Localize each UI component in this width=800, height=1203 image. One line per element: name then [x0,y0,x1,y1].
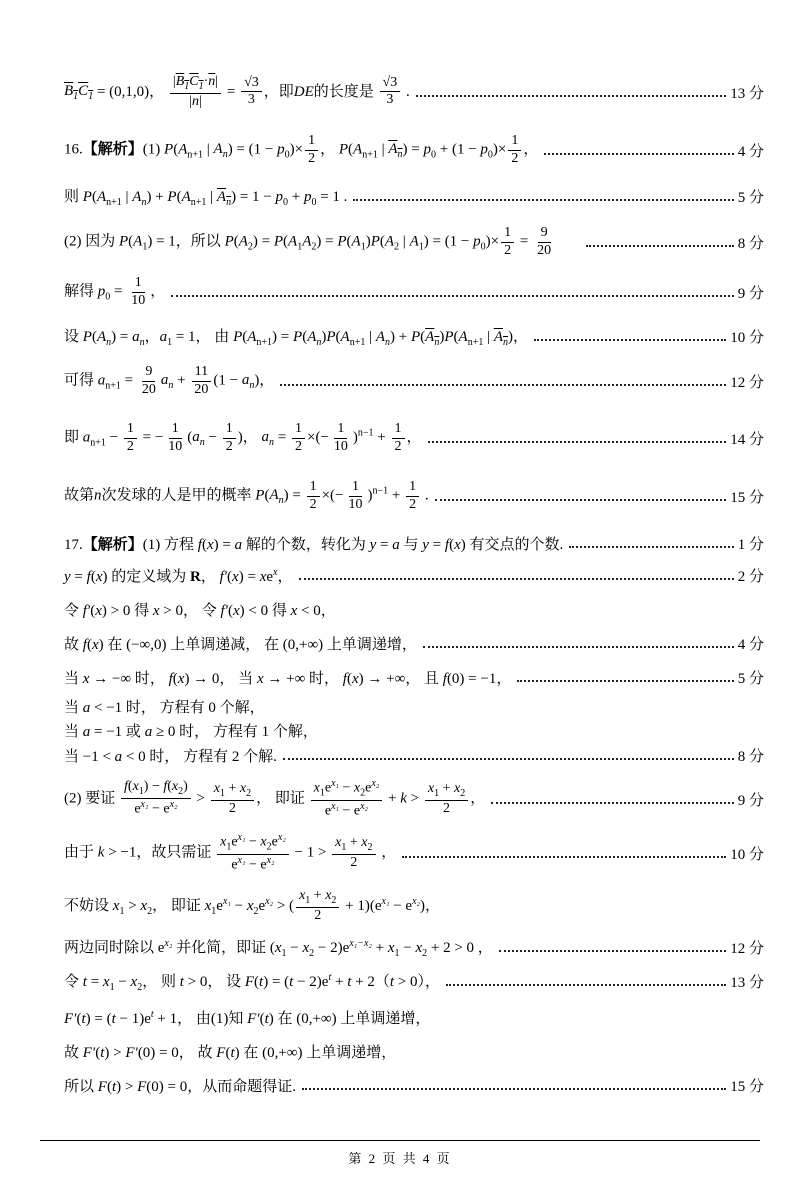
score-l5: 9 分 [737,285,764,302]
line-l21 [64,934,764,960]
line-l25 [64,1072,764,1098]
math-l6: 设 $P(A_n) = a_n$，$a_1 = 1$， 由 $P(A_{n+1}) = P(A_n)P(A_{n+1}$ | $A_n) + P(A_n)P(A_{n+1}$ | $A_n$)， [64,328,529,348]
math-l25: 所以 F(t) > F(0) = 0，从而命题得证. [64,1078,296,1095]
score-l17: 8 分 [737,748,764,765]
math-l10: 17.【解析】(1) 方程 f(x) = a 解的个数，转化为 y = a 与 y = f(x) 有交点的个数. [64,536,564,553]
dot-leader [544,153,733,155]
dot-leader [299,578,734,580]
score-l18: 9 分 [737,792,764,809]
line-l4 [64,222,764,262]
math-l16: 当 a = −1 或 a ≥ 0 时， 方程有 1 个解， [64,723,318,740]
math-l1: $B_1C_1 = (0,1,0)$， $\frac{|B_1C_1\cdot\overline{n}|}{|\overline{n}|}$ = $\frac{√3}{3}$ ，即DE的长度是 $\frac{√3}{3}$ . [64,73,410,109]
score-l6: 10 分 [730,329,764,346]
dot-leader [586,245,734,247]
score-l22: 13 分 [730,974,764,991]
dot-leader [416,95,727,97]
score-l14: 5 分 [737,670,764,687]
line-l8 [64,414,764,462]
line-l6 [64,320,764,352]
line-l15 [64,694,764,718]
score-l11: 2 分 [737,568,764,585]
line-l19 [64,830,764,876]
dot-leader [435,499,727,501]
dot-leader [423,646,734,648]
dot-leader [353,199,733,201]
math-l19: 由于 k > −1，故只需证 $\frac{x_1e^{x_1} - x_2e^{x_2}}{e^{x_1} - e^{x_2}}$ − 1 > $\frac{x_1 + x_2}{2}$ ， [64,831,397,873]
math-l15: 当 a < −1 时， 方程有 0 个解， [64,699,265,716]
line-l1 [64,72,764,112]
score-l9: 15 分 [730,489,764,506]
line-l17 [64,742,764,768]
score-l8: 14 分 [730,431,764,448]
line-l22 [64,968,764,994]
math-l18: (2) 要证 $\frac{f(x_1) - f(x_2)}{e^{x_1} - e^{x_2}}$ > $\frac{x_1 + x_2}{2}$ ， 即证 $\frac{x_1e^{x_1} - x_2e^{x_2}}{e^{x_1} - e^{x_2}}$ + k > $\frac{x_1 + x_2}{2}$ ， [64,777,486,819]
line-l7 [64,360,764,402]
dot-leader [517,680,733,682]
line-l12 [64,596,764,622]
line-l3 [64,180,764,212]
dot-leader [499,950,726,952]
math-l3: 则 $P(A_{n+1}$ | $A_n) + P(A_{n+1}$ | $A_n) = 1 - p_0 + p_0 = 1$ . [64,188,348,208]
math-l2: 16.【解析】(1) $P(A_{n+1}$ | $A_n) = (1 - p_0)\times$ $\frac{1}{2}$ ， $P(A_{n+1}$ | $A_n) = p_0 + (1 - p_0)\times$ $\frac{1}{2}$ ， [64,132,539,166]
page-footer: 第 2 页 共 4 页 [348,1151,452,1166]
math-l9: 故第n次发球的人是甲的概率 $P(A_n)$ = $\frac{1}{2}$ ×(− $\frac{1}{10}$ )$^{n-1}$ + $\frac{1}{2}$ . [64,478,429,512]
line-l11 [64,562,764,588]
dot-leader [402,856,726,858]
line-l18 [64,776,764,822]
line-l2 [64,130,764,170]
dot-leader [171,295,733,297]
score-l4: 8 分 [737,235,764,252]
dot-leader [446,984,726,986]
math-l8: 即 $a_{n+1}$ − $\frac{1}{2}$ = − $\frac{1}{10}$ ($a_n$ − $\frac{1}{2}$ )， $a_n$ = $\frac{1}{2}$ ×(− $\frac{1}{10}$ )$^{n-1}$ + $\frac{1}{2}$ ， [64,420,422,454]
math-l22: 令 $t = x_1 - x_2$， 则 t > 0， 设 $F(t) = (t - 2)e^t + t + 2(t > 0)$， [64,971,440,993]
score-l13: 4 分 [737,636,764,653]
score-l3: 5 分 [737,189,764,206]
dot-leader [491,802,734,804]
line-l24 [64,1038,764,1064]
score-l10: 1 分 [737,536,764,553]
dot-leader [283,758,734,760]
line-l5 [64,272,764,312]
score-l1: 13 分 [730,85,764,102]
line-l10 [64,530,764,556]
math-l17: 当 −1 < a < 0 时， 方程有 2 个解. [64,748,277,765]
line-l13 [64,630,764,656]
math-l21: 两边同时除以 $e^{x_2}$ 并化简，即证 $(x_1 - x_2 - 2)e^{x_1-x_2} + x_1 - x_2 + 2 > 0$ ， [64,937,493,959]
math-l23: $F'(t) = (t - 1)e^t + 1$， 由(1)知 F′(t) 在 (0,+∞) 上单调递增， [64,1008,431,1027]
footer-rule [40,1140,760,1141]
math-l24: 故 F′(t) > F′(0) = 0， 故 F(t) 在 (0,+∞) 上单调递增， [64,1044,397,1061]
math-l5: 解得 $p_0$ = $\frac{1}{10}$ ， [64,274,166,308]
score-l21: 12 分 [730,940,764,957]
dot-leader [569,546,734,548]
math-l20: 不妨设 $x_1 > x_2$， 即证 $x_1e^{x_1} - x_2e^{x_2}$ > ( $\frac{x_1 + x_2}{2}$ + $1)(e^{x_1} - e^{x_2})$， [64,887,440,923]
math-l11: y = f(x) 的定义域为 R， $f'(x) = xe^x$， [64,566,293,585]
math-l4: (2) 因为 $P(A_1) = 1$，所以 $P(A_2) = P(A_1A_2) = P(A_1)P(A_2$ | $A_1) = (1 - p_0)\times$ $\frac{1}{2}$ = $\frac{9}{20}$ [64,224,552,258]
math-l12: 令 f′(x) > 0 得 x > 0， 令 f′(x) < 0 得 x < 0， [64,602,336,619]
line-l23 [64,1004,764,1030]
dot-leader [280,384,726,386]
dot-leader [302,1088,726,1090]
dot-leader [428,441,727,443]
score-l7: 12 分 [730,374,764,391]
math-l7: 可得 $a_{n+1}$ = $\frac{9}{20}$ $a_n$ + $\frac{11}{20}$ $(1 - a_n)$， [64,363,275,397]
math-l13: 故 f(x) 在 (−∞,0) 上单调递减， 在 (0,+∞) 上单调递增， [64,636,417,653]
score-l19: 10 分 [730,846,764,863]
math-l14: 当 x → −∞ 时， f(x) → 0， 当 x → +∞ 时， f(x) → +∞， 且 f(0) = −1， [64,670,512,687]
line-l14 [64,664,764,690]
dot-leader [534,339,726,341]
line-l9 [64,472,764,520]
line-l16 [64,718,764,742]
score-l25: 15 分 [730,1078,764,1095]
score-l2: 4 分 [737,143,764,160]
line-l20 [64,882,764,930]
